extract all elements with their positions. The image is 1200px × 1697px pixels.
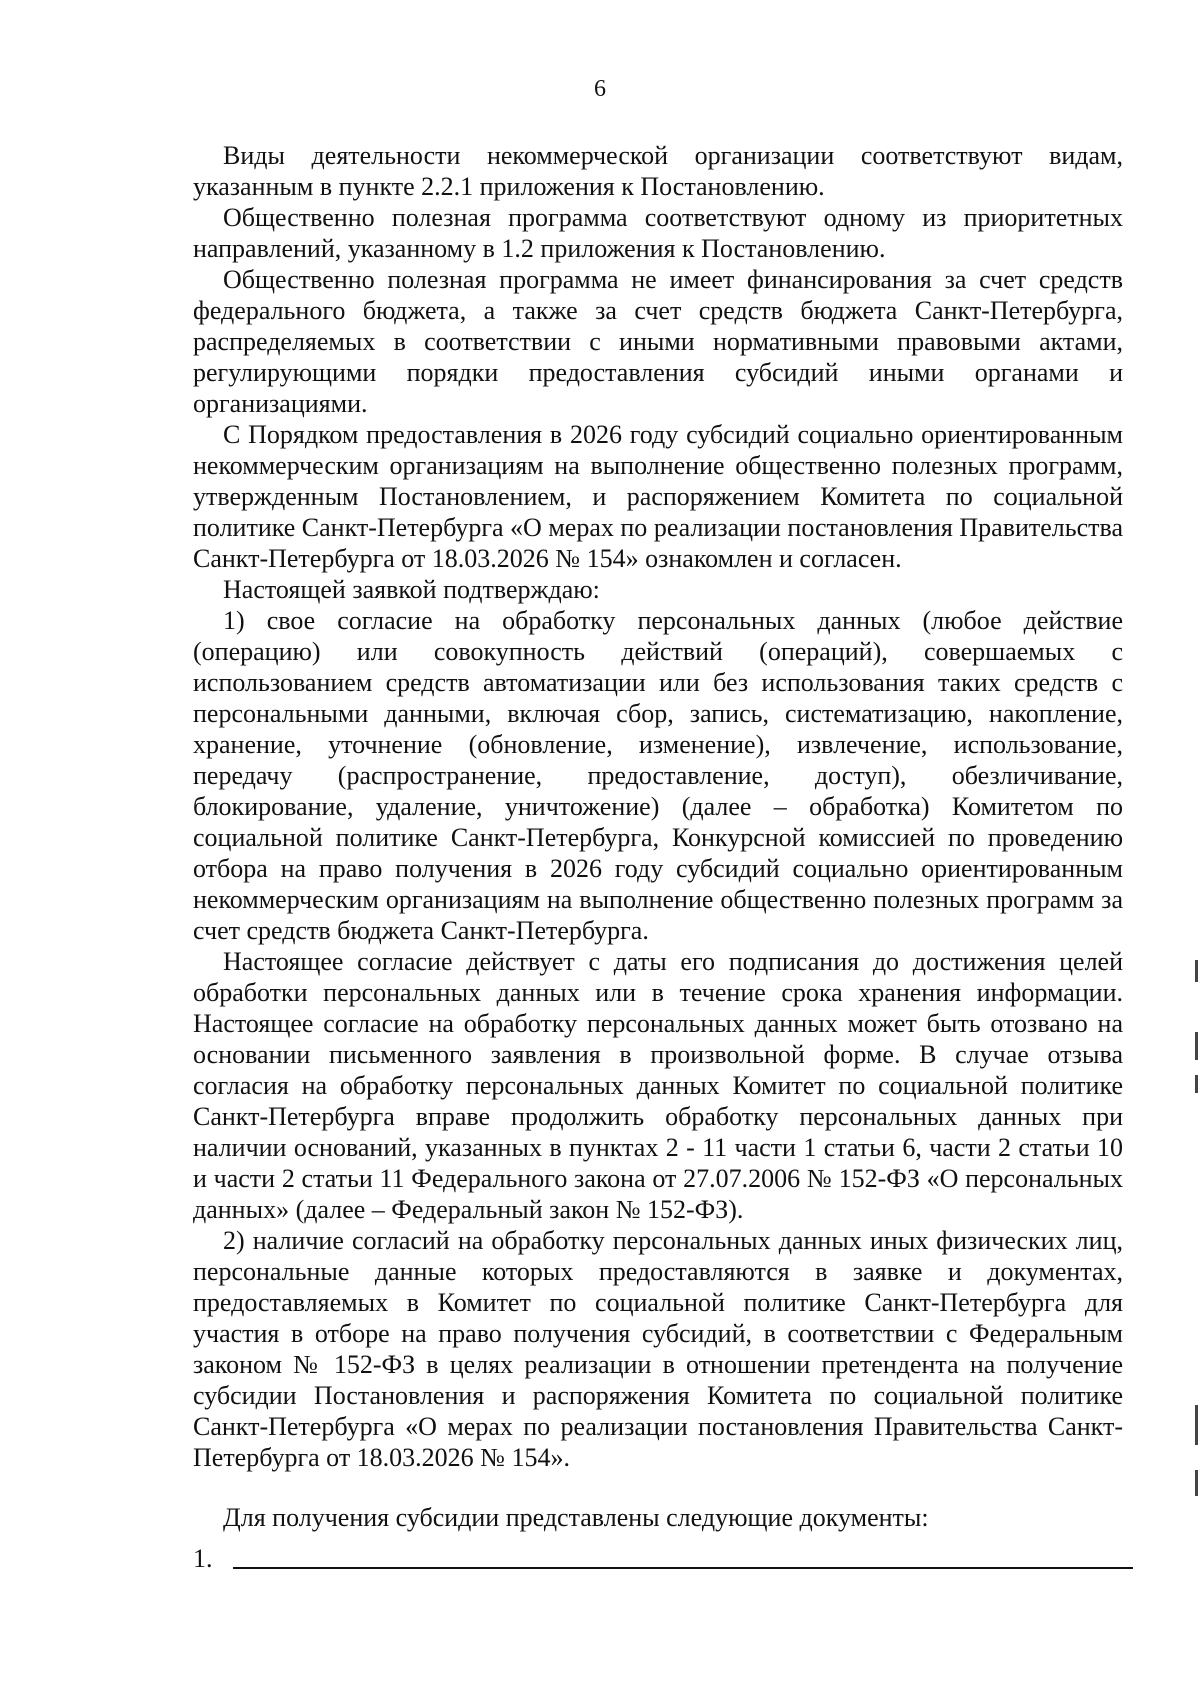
scan-edge-mark	[1195, 1405, 1198, 1445]
paragraph-activity-types: Виды деятельности некоммерческой организации соответствуют видам, указанным в пункте 2.2.1 приложения к Постановлению.	[193, 141, 1123, 201]
paragraph-confirmation-intro: Настоящей заявкой подтверждаю:	[223, 575, 600, 604]
paragraph-procedure-acknowledgement: С Порядком предоставления в 2026 году субсидий социально ориентированным некоммерческим организациям на выполнение общественно полезных программ, утвержденным Постановлением, и распоряжением Комитета по социальной политике Санкт-Петербурга «О мерах по реализации постановления Правительства Санкт-Петербурга от 18.03.2026 № 154» ознакомлен и согласен.	[193, 420, 1123, 573]
paragraph-consent-item-2: 2) наличие согласий на обработку персональных данных иных физических лиц, персональные данные которых предоставляются в заявке и документах, предоставляемых в Комитет по социальной политике Санкт-Петербурга для участия в отборе на право получения субсидий, в соответствии с Федеральным законом № 152-ФЗ в целях реализации в отношении претендента на получение субсидии Постановления и распоряжения Комитета по социальной политике Санкт-Петербурга «О мерах по реализации постановления Правительства Санкт-Петербурга от 18.03.2026 № 154».	[193, 1226, 1123, 1472]
documents-list-item	[193, 1543, 1133, 1583]
document-body	[193, 140, 1123, 1533]
scan-edge-mark	[1195, 1032, 1198, 1060]
paragraph-consent-validity: Настоящее согласие действует с даты его подписания до достижения целей обработки персональных данных или в течение срока хранения информации. Настоящее согласие на обработку персональных данных может быть отозвано на основании письменного заявления в произвольной форме. В случае отзыва согласия на обработку персональных данных Комитет по социальной политике Санкт-Петербурга вправе продолжить обработку персональных данных при наличии оснований, указанных в пунктах 2 - 11 части 1 статьи 6, части 2 статьи 10 и части 2 статьи 11 Федерального закона от 27.07.2006 № 152-ФЗ «О персональных данных» (далее – Федеральный закон № 152-ФЗ).	[193, 947, 1123, 1224]
paragraph-consent-item-1: 1) свое согласие на обработку персональных данных (любое действие (операцию) или совокупность действий (операций), совершаемых с использованием средств автоматизации или без использования таких средств с персональными данными, включая сбор, запись, систематизацию, накопление, хранение, уточнение (обновление, изменение), извлечение, использование, передачу (распространение, предоставление, доступ), обезличивание, блокирование, удаление, уничтожение) (далее – обработка) Комитетом по социальной политике Санкт-Петербурга, Конкурсной комиссией по проведению отбора на право получения в 2026 году субсидий социально ориентированным некоммерческим организациям на выполнение общественно полезных программ за счет средств бюджета Санкт-Петербурга.	[193, 606, 1123, 945]
scan-edge-mark	[1195, 1470, 1198, 1496]
list-item-number: 1.	[193, 1544, 213, 1573]
paragraph-program-priority: Общественно полезная программа соответствуют одному из приоритетных направлений, указанному в 1.2 приложения к Постановлению.	[193, 203, 1123, 263]
scan-edge-mark	[1195, 1075, 1198, 1093]
scan-edge-mark	[1195, 960, 1198, 982]
paragraph-program-financing: Общественно полезная программа не имеет финансирования за счет средств федерального бюджета, а также за счет средств бюджета Санкт-Петербурга, распределяемых в соответствии с иными нормативными правовыми актами, регулирующими порядки предоставления субсидий иными органами и организациями.	[193, 265, 1123, 418]
paragraph-documents-intro: Для получения субсидии представлены следующие документы:	[223, 1503, 929, 1532]
fill-in-line	[233, 1567, 1133, 1569]
page-number: 6	[594, 76, 606, 102]
